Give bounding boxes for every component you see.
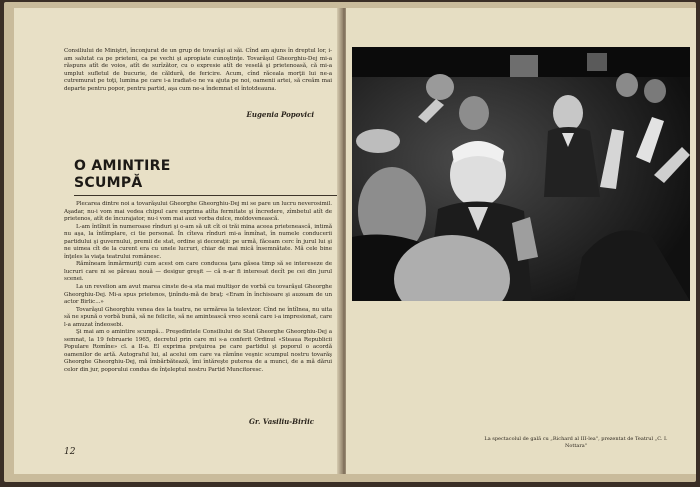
right-page (346, 8, 696, 474)
article-paragraph: Plecarea dintre noi a tovarăşului Gheorghe Gheorghiu-Dej mi se pare un lucru neverosimil. Aşadar, nu-i vom mai vedea chipul care exprima atîta fermitate şi încredere, zîmbetul atît de prietenos, atît de încurajator, nu-i vom mai auzi vorba dulce, moldovenească. (64, 201, 332, 223)
left-page (14, 8, 342, 474)
book-spread (4, 2, 696, 482)
article-paragraph: Rămîneam înmărmuriţi cum acest om care conducea ţara găsea timp să se intereseze de lucruri care ni se păreau nouă — desigur greşit — că n-ar fi interesat decît pe cei din jurul scenei. (64, 261, 332, 283)
photo-illustration (352, 47, 690, 301)
article-signature: Gr. Vasiliu-Birlic (249, 417, 314, 426)
intro-text-block (64, 48, 332, 93)
intro-signature: Eugenia Popovici (246, 110, 314, 119)
page-number: 12 (64, 447, 76, 457)
article-title-line2: SCUMPĂ (74, 174, 143, 191)
title-rule (74, 195, 338, 196)
article-body (64, 201, 332, 375)
intro-paragraph: Consiliului de Miniştri, înconjurat de un grup de tovarăşi ai săi. Cînd am ajuns în dreptul lor, i-am salutat ca pe prieteni, ca pe vechi şi apropiate cunoştinţe. Tovarăşul Gheorghiu-Dej mi-a răspuns atît de voios, atît de surîzător, cu o expresie atît de veselă şi prietenoasă, că mi-a umplut sufletul de bucurie, de căldură, de fericire. Acum, cînd răceala morţii lui ne-a cutremurat pe toţi, lumina pe care i-a iradiat-o ne va ajuta pe noi, oamenii artei, să creăm mai departe pentru popor, pentru partid, aşa cum ne-a îndemnat el întotdeauna. (64, 48, 332, 92)
gala-photo (352, 47, 690, 301)
article-paragraph: Şi mai am o amintire scumpă... Preşedintele Consiliului de Stat Gheorghe Gheorghiu-Dej a semnat, la 19 februarie 1965, decretul prin care mi s-a conferit Ordinul «Steaua Republicii Populare Romîne» cl. a II-a. El exprima preţuirea pe care partidul şi poporul o acordă oamenilor de artă. Autograful lui, al acelui om care va rămîne veşnic scumpul nostru tovarăş Gheorghe Gheorghiu-Dej, mă îmbărbătează, îmi întăreşte puterea de a munci, de a mă dărui celor din jur, poporului condus de înţeleptul nostru Partid Muncitoresc. (64, 329, 332, 374)
article-title (74, 158, 171, 191)
article-paragraph: La un revelion am avut marea cinste de-a sta mai multişor de vorbă cu tovarăşul Gheorghe Gheorghiu-Dej. Mi-a spus prietenos, ţinîndu-mă de braţ: «Eram în închisoare şi auzeam de un actor Birlic...» (64, 284, 332, 306)
article-paragraph: Tovarăşul Gheorghiu venea des la teatru, ne urmărea la televizor. Cînd ne întîlnea, nu uita să ne spună o vorbă bună, să ne felicite, să ne amintească vreo scenă care i-a impresionat, care l-a amuzat îndeosebi. (64, 306, 332, 328)
article-paragraph: L-am întîlnit în numeroase rînduri şi o-am să uit cît oi trăi mina aceea prietenească, intimă nu aşa, la întîmplare, ci tie personal. În cîteva rînduri mi-a înmînat, în numele conducerii partidului şi guvernului, premii de stat, ordine şi decoraţii: pe urmă, făceam cerc în jurul lui şi ne uimea cît de la curent era cu unele lucruri, chiar de mai mică însemnătate. Mă cele bine înţeles la viaţa teatrului românesc. (64, 223, 332, 260)
photo-caption: La spectacolul de gală cu „Richard al III-lea", prezentat de Teatrul „C. I. Nottara" (484, 436, 668, 449)
article-title-line1: O AMINTIRE (74, 158, 171, 174)
